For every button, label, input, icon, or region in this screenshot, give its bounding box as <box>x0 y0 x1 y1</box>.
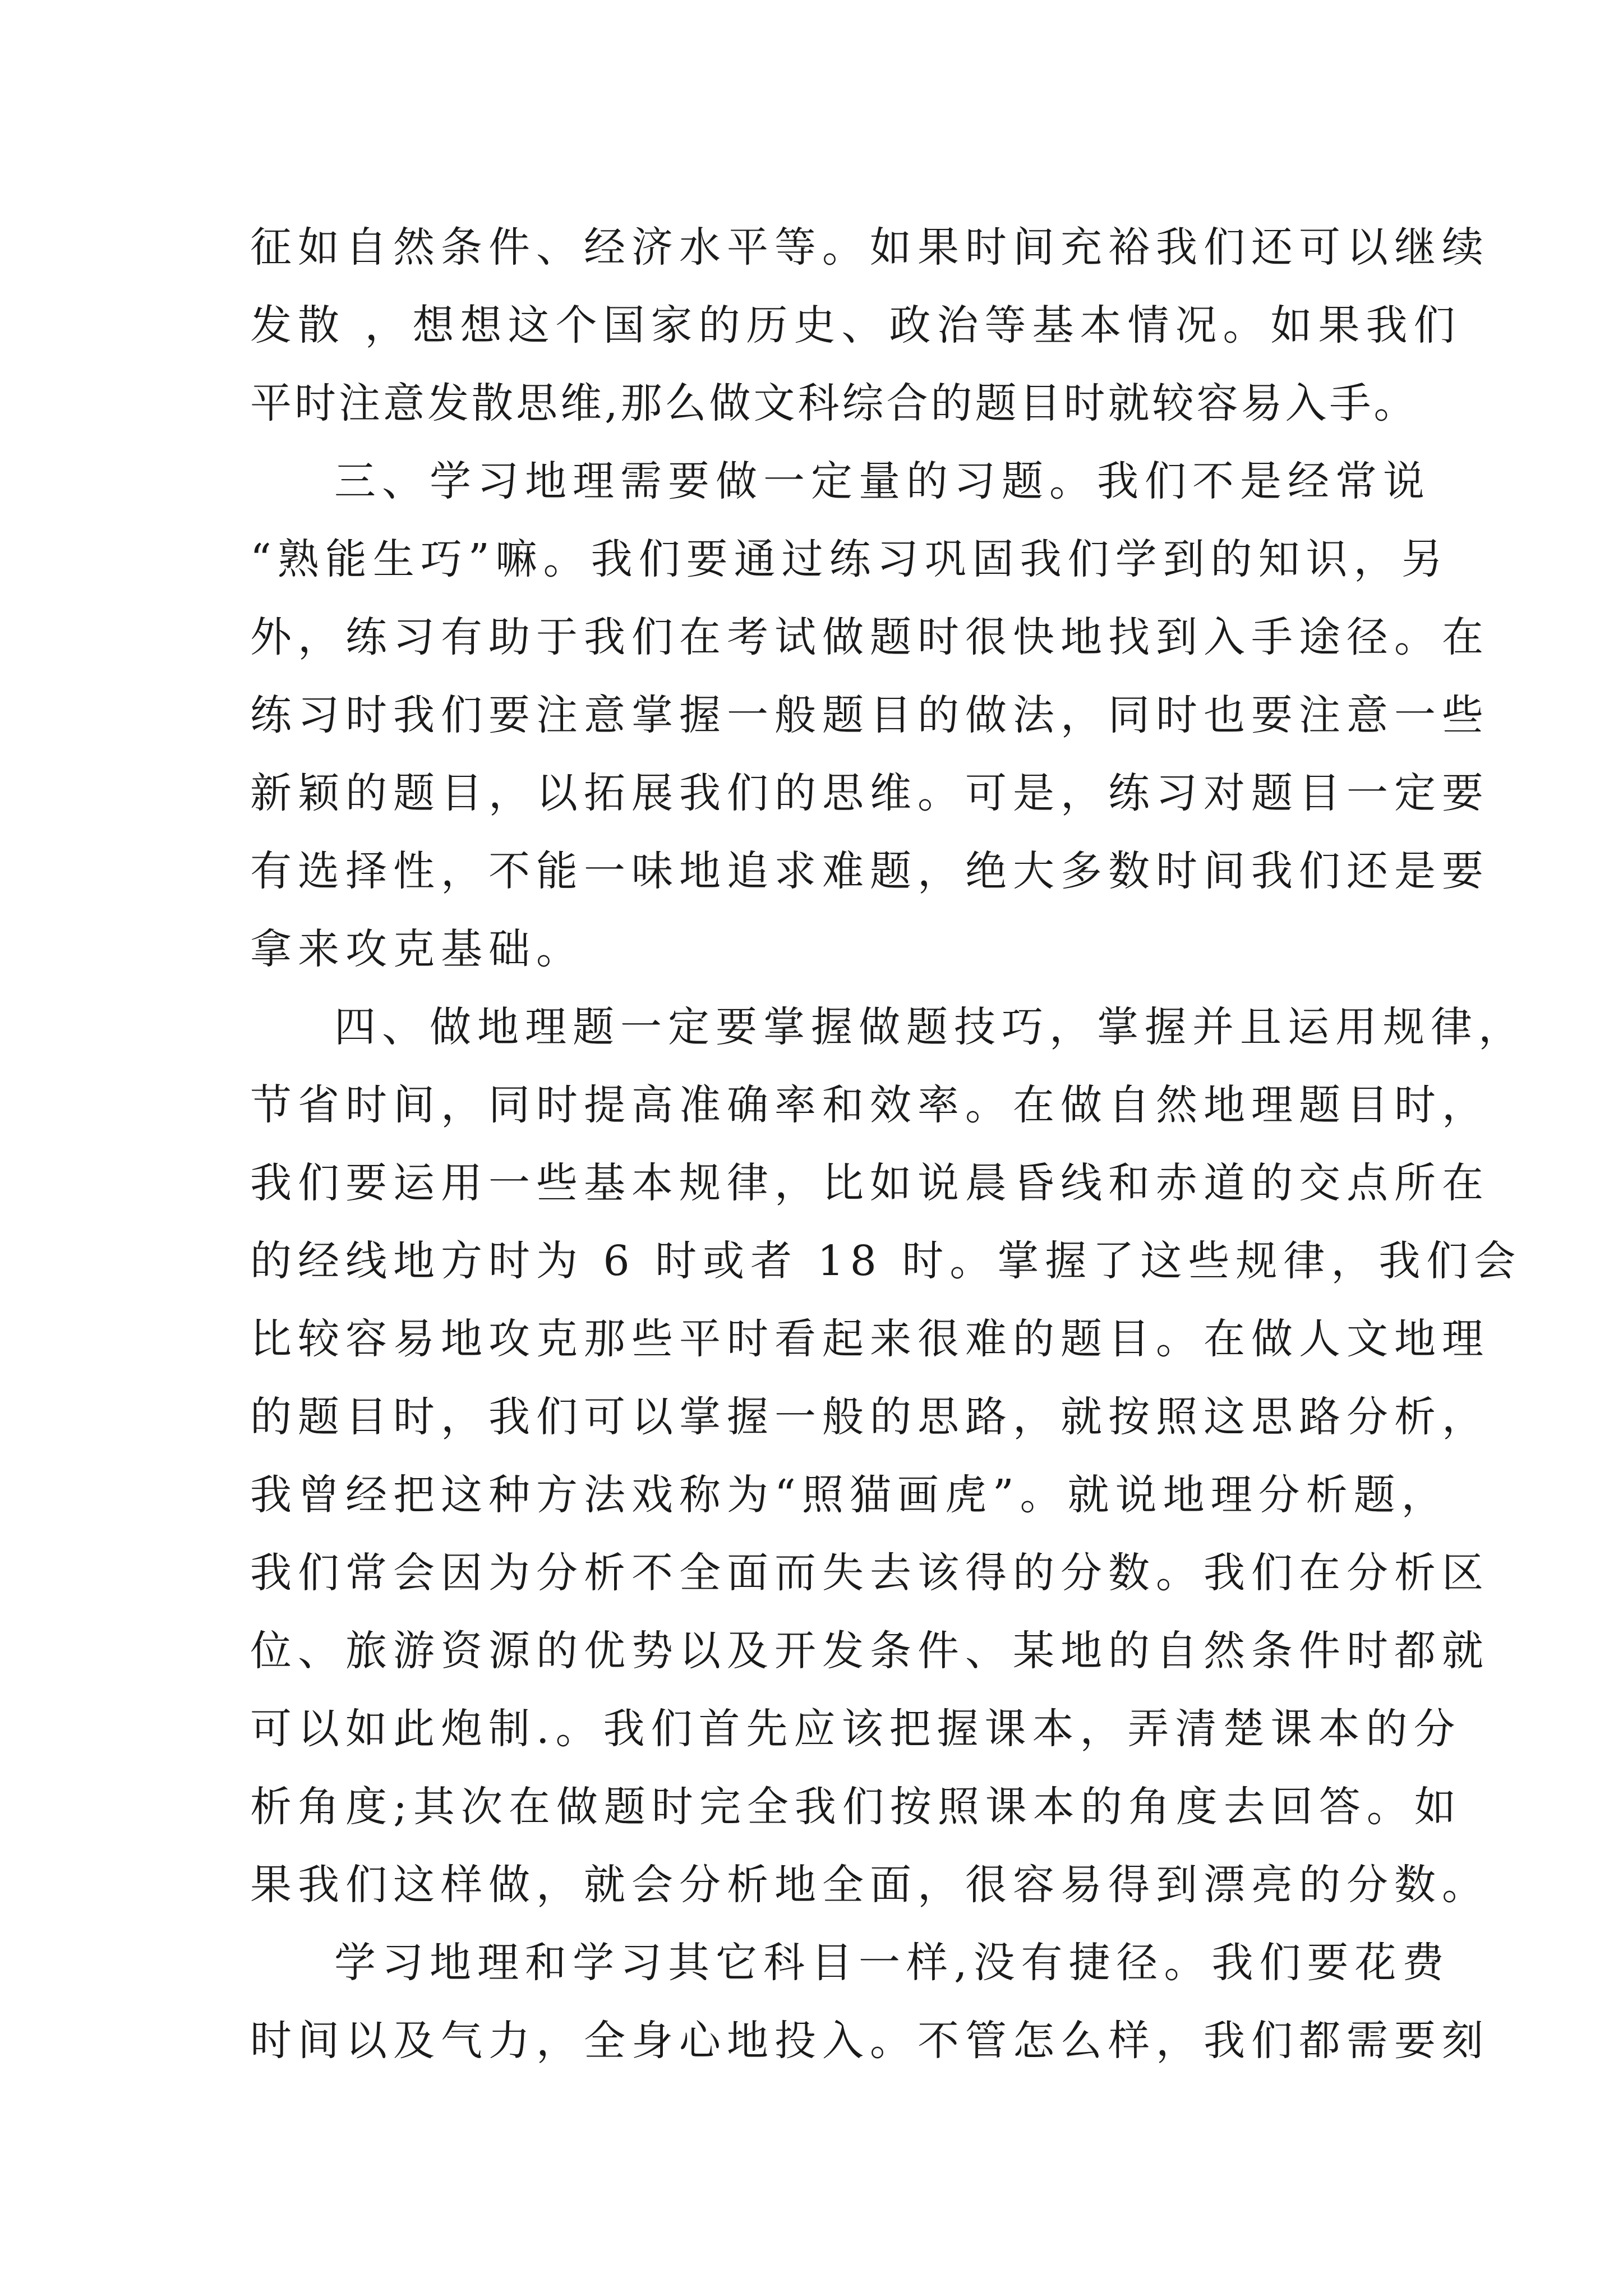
text-line: 节省时间，同时提高准确率和效率。在做自然地理题目时， <box>250 1081 1490 1129</box>
text-line: 可以如此炮制.。我们首先应该把握课本，弄清楚课本的分 <box>250 1705 1461 1753</box>
text-line: 我们要运用一些基本规律，比如说晨昏线和赤道的交点所在 <box>250 1159 1490 1207</box>
paragraph-start-line: 四、做地理题一定要掌握做题技巧，掌握并且运用规律， <box>334 1003 1526 1051</box>
text-line: 我们常会因为分析不全面而失去该得的分数。我们在分析区 <box>250 1549 1490 1597</box>
text-line: 时间以及气力，全身心地投入。不管怎么样，我们都需要刻 <box>250 2017 1490 2065</box>
text-line: “熟能生巧”嘛。我们要通过练习巩固我们学到的知识，另 <box>250 535 1449 583</box>
text-line: 征如自然条件、经济水平等。如果时间充裕我们还可以继续 <box>250 223 1490 272</box>
text-line: 析角度;其次在做题时完全我们按照课本的角度去回答。如 <box>250 1783 1462 1831</box>
paragraph-start-line: 学习地理和学习其它科目一样,没有捷径。我们要花费 <box>334 1939 1450 1987</box>
text-line: 发散 ，想想这个国家的历史、政治等基本情况。如果我们 <box>250 301 1461 349</box>
body-text <box>250 209 1526 2080</box>
text-line: 我曾经把这种方法戏称为“照猫画虎”。就说地理分析题， <box>250 1471 1449 1519</box>
text-line: 拿来攻克基础。 <box>250 925 584 973</box>
text-line: 平时注意发散思维,那么做文科综合的题目时就较容易入手。 <box>250 379 1418 427</box>
text-line: 有选择性，不能一味地追求难题，绝大多数时间我们还是要 <box>250 847 1490 895</box>
text-line: 比较容易地攻克那些平时看起来很难的题目。在做人文地理 <box>250 1315 1490 1363</box>
paragraph-start-line: 三、学习地理需要做一定量的习题。我们不是经常说 <box>334 457 1431 505</box>
text-line: 果我们这样做，就会分析地全面，很容易得到漂亮的分数。 <box>250 1861 1490 1909</box>
text-line: 外，练习有助于我们在考试做题时很快地找到入手途径。在 <box>250 613 1490 661</box>
text-line: 的题目时，我们可以掌握一般的思路，就按照这思路分析， <box>250 1393 1490 1441</box>
text-line: 新颖的题目，以拓展我们的思维。可是，练习对题目一定要 <box>250 769 1490 817</box>
text-line: 位、旅游资源的优势以及开发条件、某地的自然条件时都就 <box>250 1627 1490 1675</box>
text-line: 练习时我们要注意掌握一般题目的做法，同时也要注意一些 <box>250 691 1490 739</box>
text-line: 的经线地方时为 6 时或者 18 时。掌握了这些规律，我们会 <box>250 1237 1522 1285</box>
